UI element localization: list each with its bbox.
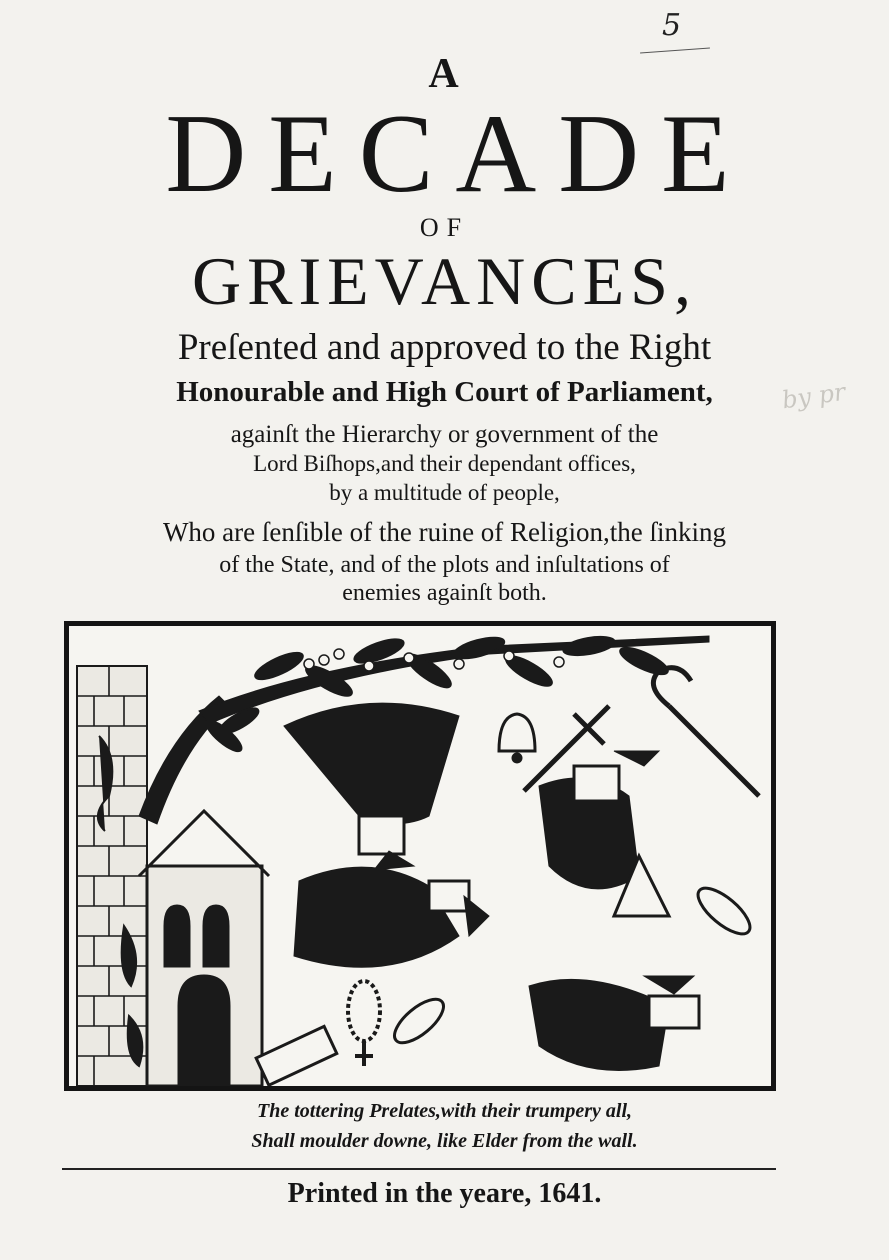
brick-wall-image [77,666,147,1086]
caption-line: Shall moulder downe, like Elder from the wall. [251,1130,638,1152]
page-number: 5 [662,8,682,43]
imprint: Printed in the yeare, 1641. [287,1178,602,1209]
margin-note: by pr [780,377,848,415]
subtitle-line: Preſented and approved to the Right [177,327,712,368]
subtitle-line: againſt the Hierarchy or government of the [230,421,659,448]
subtitle-line: Lord Biſhops,and their dependant offices, [253,451,636,476]
subtitle-line: Who are ſenſible of the ruine of Religion,the ſinking [162,517,727,547]
church-image [139,811,269,1086]
title-grievances: GRIEVANCES, [192,243,697,319]
rosary-image [348,981,380,1066]
caption-line: The tottering Prelates,with their trumpery all, [256,1100,633,1122]
subtitle-line: of the State, and of the plots and inſultations of [219,552,670,578]
crozier-image [653,668,759,796]
horizontal-rule [62,1168,776,1170]
title-article: A [428,51,461,97]
woodcut-illustration [64,621,776,1091]
subtitle-line: by a multitude of people, [329,480,560,505]
subtitle-line: enemies againſt both. [342,580,547,606]
book-image [256,1026,337,1085]
title-decade: DECADE [165,92,752,216]
bell-image [499,714,535,762]
title-of: OF [419,213,470,242]
subtitle-line: Honourable and High Court of Parliament, [176,376,713,408]
